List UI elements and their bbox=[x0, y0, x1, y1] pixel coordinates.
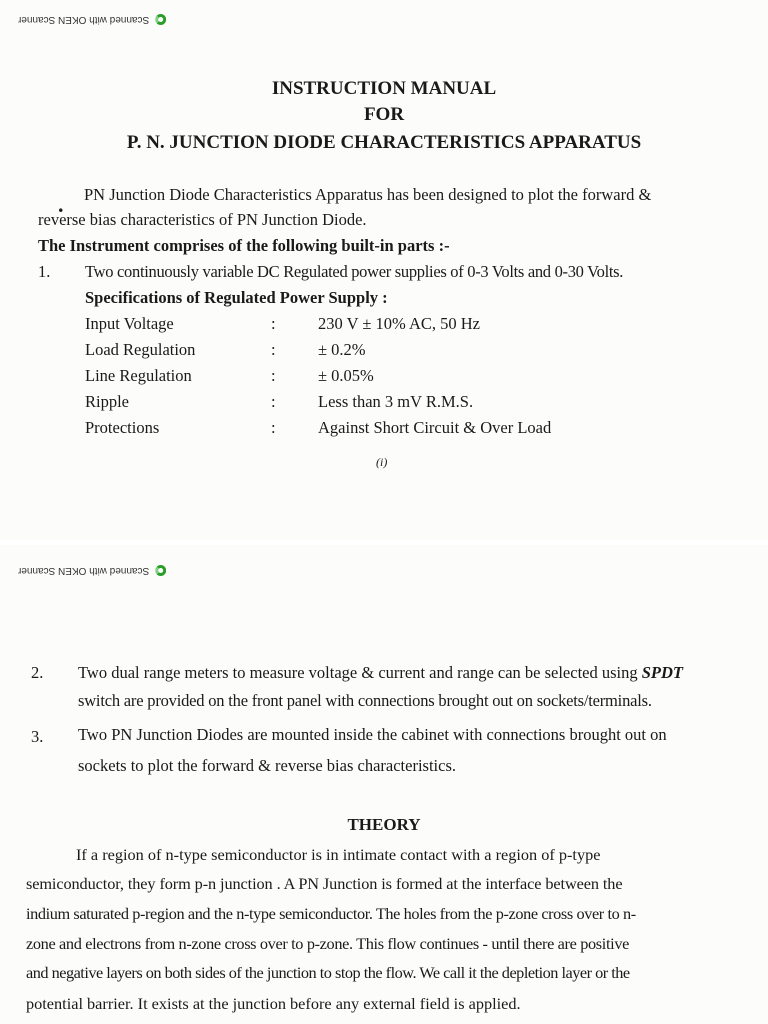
scanner-logo-icon bbox=[155, 565, 166, 576]
item-3-line-2: sockets to plot the forward & reverse bias characteristics. bbox=[78, 756, 456, 775]
spec-separator: : bbox=[271, 418, 276, 437]
item-1-number: 1. bbox=[38, 262, 51, 281]
theory-line: If a region of n-type semiconductor is in intimate contact with a region of p-type bbox=[76, 845, 601, 864]
item-2-line-1-text: Two dual range meters to measure voltage & current and range can be selected using bbox=[78, 663, 638, 682]
spec-value: ± 0.05% bbox=[318, 366, 374, 385]
scanner-watermark bbox=[18, 14, 166, 25]
spec-value: ± 0.2% bbox=[318, 340, 366, 359]
item-2-line-1 bbox=[78, 662, 683, 684]
theory-line: potential barrier. It exists at the junction before any external field is applied. bbox=[26, 994, 521, 1013]
watermark-text: Scanned with OKEN Scanner bbox=[18, 14, 150, 25]
theory-line: semiconductor, they form p-n junction . A PN Junction is formed at the interface between the bbox=[26, 874, 623, 893]
item-2-number: 2. bbox=[31, 663, 44, 682]
intro-line-1: PN Junction Diode Characteristics Apparatus has been designed to plot the forward & bbox=[84, 185, 652, 204]
spec-row bbox=[85, 366, 605, 388]
spec-row bbox=[85, 418, 605, 440]
spec-row bbox=[85, 392, 605, 414]
scanner-watermark bbox=[18, 565, 166, 576]
spec-value: Against Short Circuit & Over Load bbox=[318, 418, 552, 437]
spec-label: Load Regulation bbox=[85, 340, 196, 359]
comprises-heading: The Instrument comprises of the following built-in parts :- bbox=[38, 236, 450, 255]
spec-separator: : bbox=[271, 392, 276, 411]
title-line-3: P. N. JUNCTION DIODE CHARACTERISTICS APPARATUS bbox=[126, 132, 642, 153]
theory-line: and negative layers on both sides of the junction to stop the flow. We call it the depletion layer or the bbox=[26, 963, 630, 982]
spec-separator: : bbox=[271, 340, 276, 359]
title-line-2: FOR bbox=[363, 104, 405, 125]
spec-label: Protections bbox=[85, 418, 160, 437]
theory-line: zone and electrons from n-zone cross over to p-zone. This flow continues - until there are positive bbox=[26, 934, 629, 953]
theory-heading: THEORY bbox=[347, 815, 421, 834]
spec-separator: : bbox=[271, 314, 276, 333]
item-1-text: Two continuously variable DC Regulated power supplies of 0-3 Volts and 0-30 Volts. bbox=[85, 262, 624, 281]
bullet-dot: . bbox=[58, 192, 64, 217]
item-3-line-1: Two PN Junction Diodes are mounted inside the cabinet with connections brought out on bbox=[78, 725, 667, 744]
spdt-emphasis: SPDT bbox=[641, 663, 683, 682]
spec-value: Less than 3 mV R.M.S. bbox=[318, 392, 474, 411]
spec-label: Line Regulation bbox=[85, 366, 192, 385]
intro-line-2: reverse bias characteristics of PN Junction Diode. bbox=[38, 210, 367, 229]
theory-line: indium saturated p-region and the n-type semiconductor. The holes from the p-zone cross over to n- bbox=[26, 904, 636, 923]
page-number: (i) bbox=[376, 455, 388, 469]
title-line-1: INSTRUCTION MANUAL bbox=[271, 78, 497, 99]
scanner-logo-icon bbox=[155, 14, 166, 25]
item-2-line-2: switch are provided on the front panel with connections brought out on sockets/terminals. bbox=[78, 691, 652, 710]
spec-label: Input Voltage bbox=[85, 314, 174, 333]
spec-heading: Specifications of Regulated Power Supply : bbox=[85, 288, 388, 307]
spec-row bbox=[85, 314, 605, 336]
spec-row bbox=[85, 340, 605, 362]
watermark-text: Scanned with OKEN Scanner bbox=[18, 565, 150, 576]
item-3-number: 3. bbox=[31, 727, 44, 746]
spec-label: Ripple bbox=[85, 392, 129, 411]
spec-separator: : bbox=[271, 366, 276, 385]
spec-value: 230 V ± 10% AC, 50 Hz bbox=[318, 314, 480, 333]
